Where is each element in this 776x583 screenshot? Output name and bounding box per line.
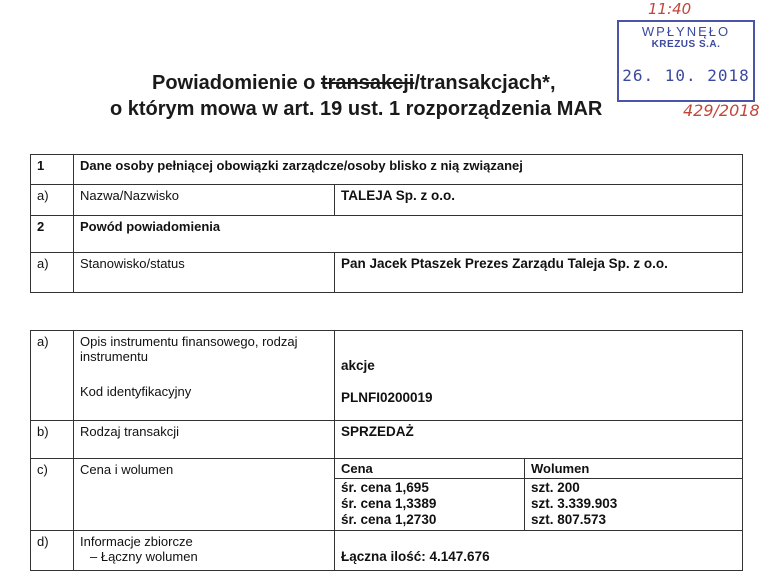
price-value: śr. cena 1,3389: [341, 496, 437, 511]
received-stamp: [617, 20, 755, 102]
field-name: Informacje zbiorcze: [80, 534, 193, 549]
aggregate-volume-value: Łączna ilość: 4.147.676: [341, 549, 490, 564]
price-header: Cena: [335, 459, 524, 479]
title-suffix: /transakcjach*,: [414, 72, 556, 94]
aggregate-value-cell: [335, 531, 743, 571]
stamp-received-label: WPŁYNĘŁO: [641, 24, 731, 39]
instrument-values: [335, 331, 743, 421]
field-name: Kod identyfikacyjny: [80, 384, 192, 399]
row-label: a): [31, 331, 74, 421]
page-break: [0, 305, 776, 327]
handwritten-time: 11:40: [648, 0, 692, 18]
instrument-fields: [74, 331, 335, 421]
field-name: Cena i wolumen: [74, 459, 335, 531]
stamp-date: 26. 10. 2018: [622, 66, 750, 85]
isin-value: PLNFI0200019: [341, 390, 433, 405]
volume-value: szt. 200: [531, 480, 580, 495]
stamp-company: KREZUS S.A.: [651, 39, 721, 50]
title-prefix: Powiadomienie o: [152, 72, 321, 94]
row-label: c): [31, 459, 74, 531]
field-subname: – Łączny wolumen: [90, 549, 198, 564]
field-value-position: Pan Jacek Ptaszek Prezes Zarządu Taleja Sp. z o.o.: [335, 253, 743, 293]
volume-column: [525, 459, 743, 531]
price-column: [335, 459, 525, 531]
row-label: b): [31, 421, 74, 459]
aggregate-fields: [74, 531, 335, 571]
title-struck-word: transakcji: [320, 72, 415, 94]
handwritten-reg-number: 429/2018: [683, 101, 760, 120]
field-value-name: TALEJA Sp. z o.o.: [335, 185, 743, 216]
transaction-type-value: SPRZEDAŻ: [335, 421, 743, 459]
price-value: śr. cena 1,695: [341, 480, 429, 495]
field-name: Rodzaj transakcji: [74, 421, 335, 459]
row-label: d): [31, 531, 74, 571]
row-label: a): [31, 185, 74, 216]
field-name: Stanowisko/status: [74, 253, 335, 293]
price-value: śr. cena 1,2730: [341, 512, 437, 527]
field-name: Nazwa/Nazwisko: [74, 185, 335, 216]
title-line-1: [152, 70, 556, 96]
volume-value: szt. 807.573: [531, 512, 607, 527]
row-label: a): [31, 253, 74, 293]
notification-table-part2: [30, 330, 743, 571]
title-line-2: o którym mowa w art. 19 ust. 1 rozporządzenia MAR: [110, 98, 603, 120]
section-number: 1: [31, 155, 74, 185]
section-number: 2: [31, 216, 74, 253]
volume-value: szt. 3.339.903: [531, 496, 618, 511]
instrument-type-value: akcje: [341, 358, 375, 373]
field-name: Opis instrumentu finansowego, rodzaj instrumentu: [80, 334, 298, 364]
volume-header: Wolumen: [525, 459, 742, 479]
section-title: Dane osoby pełniącej obowiązki zarządcze/osoby blisko z nią związanej: [74, 155, 743, 185]
section-title: Powód powiadomienia: [74, 216, 743, 253]
notification-table-part1: [30, 154, 743, 293]
